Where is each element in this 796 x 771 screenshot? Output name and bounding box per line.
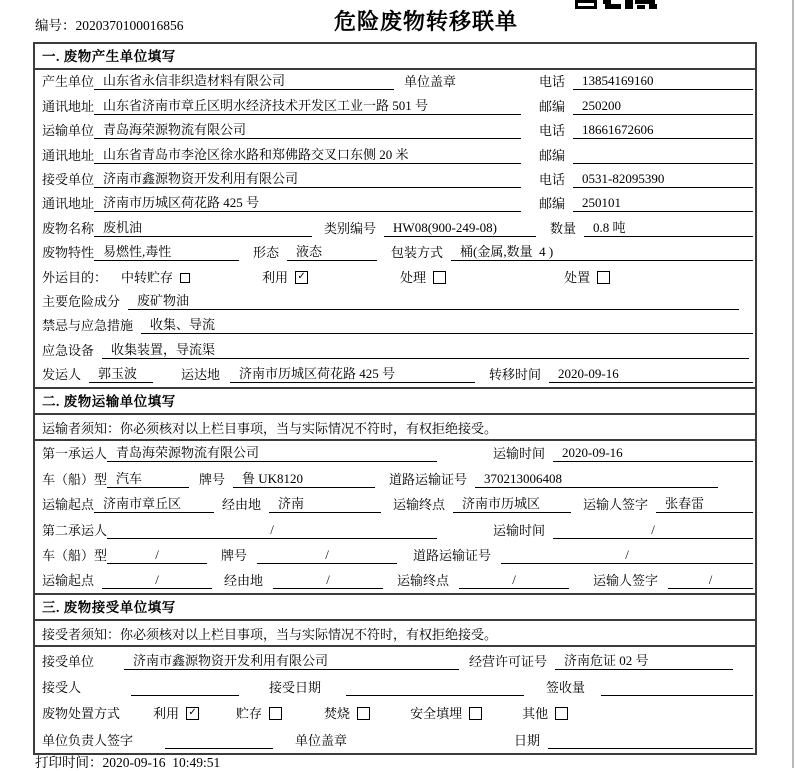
trait-value: 易燃性,毒性	[94, 241, 239, 261]
row-equipment	[35, 338, 755, 362]
equipment-label: 应急设备	[42, 342, 95, 358]
carrier1-sign-value: 张春雷	[656, 493, 753, 513]
row-carrier1-vehicle	[35, 466, 755, 491]
equipment-value: 收集装置，导流渠	[102, 339, 749, 359]
doc-number-label: 编号：	[35, 18, 76, 33]
phone-label: 电话	[538, 123, 565, 139]
transporter-notice-text: 你必须核对以上栏目事项，当与实际情况不符时，有权拒绝接受。	[120, 420, 498, 436]
purpose-option-utilize: 利用	[262, 269, 289, 285]
utilize-checkbox: ✓	[295, 271, 308, 284]
carrier2-vehicle-value: /	[107, 547, 207, 564]
destination-value: 济南市历城区荷花路 425 号	[230, 363, 475, 383]
receiver-notice-label: 接受者须知：	[42, 626, 121, 642]
receiver-zip-value: 250101	[573, 195, 753, 212]
carrier2-end-value: /	[459, 572, 569, 589]
sign-qty-value	[601, 695, 753, 696]
via-label: 经由地	[222, 497, 262, 513]
section-receiver-title: 三. 废物接受单位填写	[35, 595, 755, 621]
zip-label: 邮编	[538, 98, 565, 114]
carrier2-road-value: /	[501, 547, 753, 564]
end-label: 运输终点	[397, 573, 450, 589]
accept-unit-value: 济南市鑫源物资开发利用有限公司	[124, 650, 459, 670]
row-accept-unit	[35, 647, 755, 673]
row-carrier2-vehicle	[35, 543, 755, 568]
section-producer-title: 一. 废物产生单位填写	[35, 44, 755, 70]
row-transporter	[35, 119, 755, 143]
pack-label: 包装方式	[391, 245, 444, 261]
page-edge-line	[792, 0, 794, 768]
qty-label: 数量	[550, 220, 577, 236]
producer-zip-value: 250200	[573, 98, 753, 115]
manifest-form	[33, 42, 757, 755]
receiver-phone-value: 0531-82095390	[573, 171, 753, 188]
receiver-notice-text: 你必须核对以上栏目事项，当与实际情况不符时，有权拒绝接受。	[120, 626, 498, 642]
row-purpose	[35, 265, 755, 289]
doc-number-value: 2020370100016856	[75, 18, 184, 33]
license-label: 经营许可证号	[469, 653, 548, 669]
via-label: 经由地	[224, 573, 264, 589]
producer-phone-value: 13854169160	[573, 73, 753, 90]
transfer-storage-checkbox	[180, 273, 190, 283]
purpose-option-dispose: 处置	[564, 269, 591, 285]
section-receiver	[33, 593, 757, 754]
disposal-option-incinerate: 焚烧	[324, 706, 351, 722]
carrier2-sign-value: /	[668, 572, 753, 589]
origin-label: 运输起点	[42, 497, 95, 513]
accept-date-value	[346, 695, 524, 696]
row-transporter-address	[35, 143, 755, 167]
leader-sign-label: 单位负责人签字	[42, 732, 134, 748]
vehicle-label: 车（船）型	[42, 471, 108, 487]
qty-value: 0.8 吨	[584, 217, 753, 237]
receiver-address-value: 济南市历城区荷花路 425 号	[94, 192, 521, 212]
hazard-label: 主要危险成分	[42, 293, 121, 309]
transport-time-label: 运输时间	[492, 522, 545, 538]
disposal-option-store: 贮存	[236, 706, 263, 722]
row-receiver-notice	[35, 621, 755, 647]
road-permit-label: 道路运输证号	[389, 471, 468, 487]
print-time	[35, 751, 220, 771]
unit-seal-label: 单位盖章	[295, 732, 348, 748]
transporter-address-value: 山东省青岛市李沧区徐水路和郑佛路交叉口东侧 20 米	[94, 144, 521, 164]
row-leader-sign	[35, 726, 755, 752]
disposal-incinerate-checkbox	[357, 707, 370, 720]
shipper-value: 郭玉波	[89, 363, 153, 383]
license-value: 济南危证 02 号	[555, 650, 733, 670]
acceptor-value	[131, 695, 239, 696]
end-label: 运输终点	[393, 497, 446, 513]
category-value: HW08(900-249-08)	[384, 220, 536, 237]
carrier2-plate-value: /	[257, 547, 397, 564]
address-label: 通讯地址	[42, 196, 95, 212]
category-label: 类别编号	[324, 220, 377, 236]
producer-address-value: 山东省济南市章丘区明水经济技术开发区工业一路 501 号	[94, 95, 521, 115]
purpose-label: 外运目的：	[42, 269, 108, 285]
disposal-other-checkbox	[555, 707, 568, 720]
carrier2-value: /	[107, 522, 437, 539]
qr-code-fragment	[575, 0, 657, 9]
treat-checkbox	[433, 271, 446, 284]
address-label: 通讯地址	[42, 147, 95, 163]
print-time-label: 打印时间：	[35, 755, 103, 770]
carrier1-plate-value: 鲁 UK8120	[233, 468, 375, 488]
dispose-checkbox	[597, 271, 610, 284]
carrier1-via-value: 济南	[269, 493, 381, 513]
accept-unit-label: 接受单位	[42, 653, 95, 669]
plate-label: 牌号	[199, 471, 226, 487]
disposal-utilize-checkbox: ✓	[186, 707, 199, 720]
carrier1-value: 青岛海荣源物流有限公司	[107, 442, 437, 462]
waste-name-value: 废机油	[94, 217, 312, 237]
carrier2-via-value: /	[273, 572, 383, 589]
transporter-label: 运输单位	[42, 123, 95, 139]
vehicle-label: 车（船）型	[42, 548, 108, 564]
row-waste-trait	[35, 241, 755, 265]
row-carrier1	[35, 441, 755, 466]
disposal-option-landfill: 安全填埋	[410, 706, 463, 722]
disposal-option-other: 其他	[522, 706, 549, 722]
zip-label: 邮编	[538, 147, 565, 163]
seal-label: 单位盖章	[404, 74, 457, 90]
section-transporter-title: 二. 废物运输单位填写	[35, 389, 755, 415]
disposal-landfill-checkbox	[469, 707, 482, 720]
row-acceptor	[35, 674, 755, 700]
receiver-value: 济南市鑫源物资开发利用有限公司	[94, 168, 521, 188]
origin-label: 运输起点	[42, 573, 95, 589]
row-hazard	[35, 290, 755, 314]
transporter-notice-label: 运输者须知：	[42, 420, 121, 436]
acceptor-label: 接受人	[42, 680, 82, 696]
taboo-value: 收集、导流	[141, 314, 753, 334]
disposal-label: 废物处置方式	[42, 706, 121, 722]
transporter-zip-value	[573, 163, 753, 164]
row-carrier2-route	[35, 568, 755, 593]
carrier1-road-value: 370213006408	[475, 471, 718, 488]
pack-value: 桶(金属,数量 4 )	[451, 241, 753, 261]
zip-label: 邮编	[538, 196, 565, 212]
doc-number	[35, 14, 184, 34]
print-time-value: 2020-09-16 10:49:51	[102, 755, 221, 770]
form-label: 形态	[253, 245, 280, 261]
sign-label: 运输人签字	[583, 497, 649, 513]
receiver-label: 接受单位	[42, 171, 95, 187]
date-value	[548, 748, 753, 749]
producer-label: 产生单位	[42, 74, 95, 90]
row-transporter-notice	[35, 415, 755, 441]
purpose-option-transfer-storage: 中转贮存	[121, 269, 174, 285]
carrier2-time-value: /	[553, 522, 753, 539]
row-disposal	[35, 700, 755, 726]
row-taboo	[35, 314, 755, 338]
date-label: 日期	[513, 732, 540, 748]
purpose-option-treat: 处理	[400, 269, 427, 285]
phone-label: 电话	[538, 171, 565, 187]
road-permit-label: 道路运输证号	[413, 548, 492, 564]
accept-date-label: 接受日期	[269, 680, 322, 696]
row-producer	[35, 70, 755, 94]
address-label: 通讯地址	[42, 98, 95, 114]
carrier1-end-value: 济南市历城区	[453, 493, 571, 513]
row-producer-address	[35, 94, 755, 118]
waste-name-label: 废物名称	[42, 220, 95, 236]
transporter-value: 青岛海荣源物流有限公司	[94, 119, 521, 139]
section-producer	[33, 42, 757, 389]
carrier2-label: 第二承运人	[42, 522, 108, 538]
page-title: 危险废物转移联单	[334, 9, 519, 34]
transport-time-label: 运输时间	[492, 446, 545, 462]
sign-qty-label: 签收量	[546, 680, 586, 696]
disposal-option-utilize: 利用	[153, 706, 180, 722]
carrier1-label: 第一承运人	[42, 446, 108, 462]
row-carrier2	[35, 517, 755, 542]
plate-label: 牌号	[221, 548, 248, 564]
leader-sign-value	[165, 748, 273, 749]
transfer-time-value: 2020-09-16	[549, 366, 753, 383]
taboo-label: 禁忌与应急措施	[42, 318, 134, 334]
disposal-store-checkbox	[269, 707, 282, 720]
row-receiver	[35, 168, 755, 192]
hazard-value: 废矿物油	[128, 290, 739, 310]
section-transporter	[33, 387, 757, 595]
row-carrier1-route	[35, 492, 755, 517]
row-shipper	[35, 363, 755, 387]
shipper-label: 发运人	[42, 367, 82, 383]
carrier1-vehicle-value: 汽车	[107, 468, 189, 488]
row-waste-name	[35, 216, 755, 240]
phone-label: 电话	[538, 74, 565, 90]
row-receiver-address	[35, 192, 755, 216]
sign-label: 运输人签字	[593, 573, 659, 589]
destination-label: 运达地	[181, 367, 221, 383]
carrier1-time-value: 2020-09-16	[553, 445, 753, 462]
transfer-time-label: 转移时间	[489, 367, 542, 383]
carrier2-origin-value: /	[102, 572, 212, 589]
form-value: 液态	[287, 241, 377, 261]
carrier1-origin-value: 济南市章丘区	[94, 493, 214, 513]
transporter-phone-value: 18661672606	[573, 122, 753, 139]
producer-value: 山东省永信非织造材料有限公司	[94, 70, 394, 90]
trait-label: 废物特性	[42, 245, 95, 261]
